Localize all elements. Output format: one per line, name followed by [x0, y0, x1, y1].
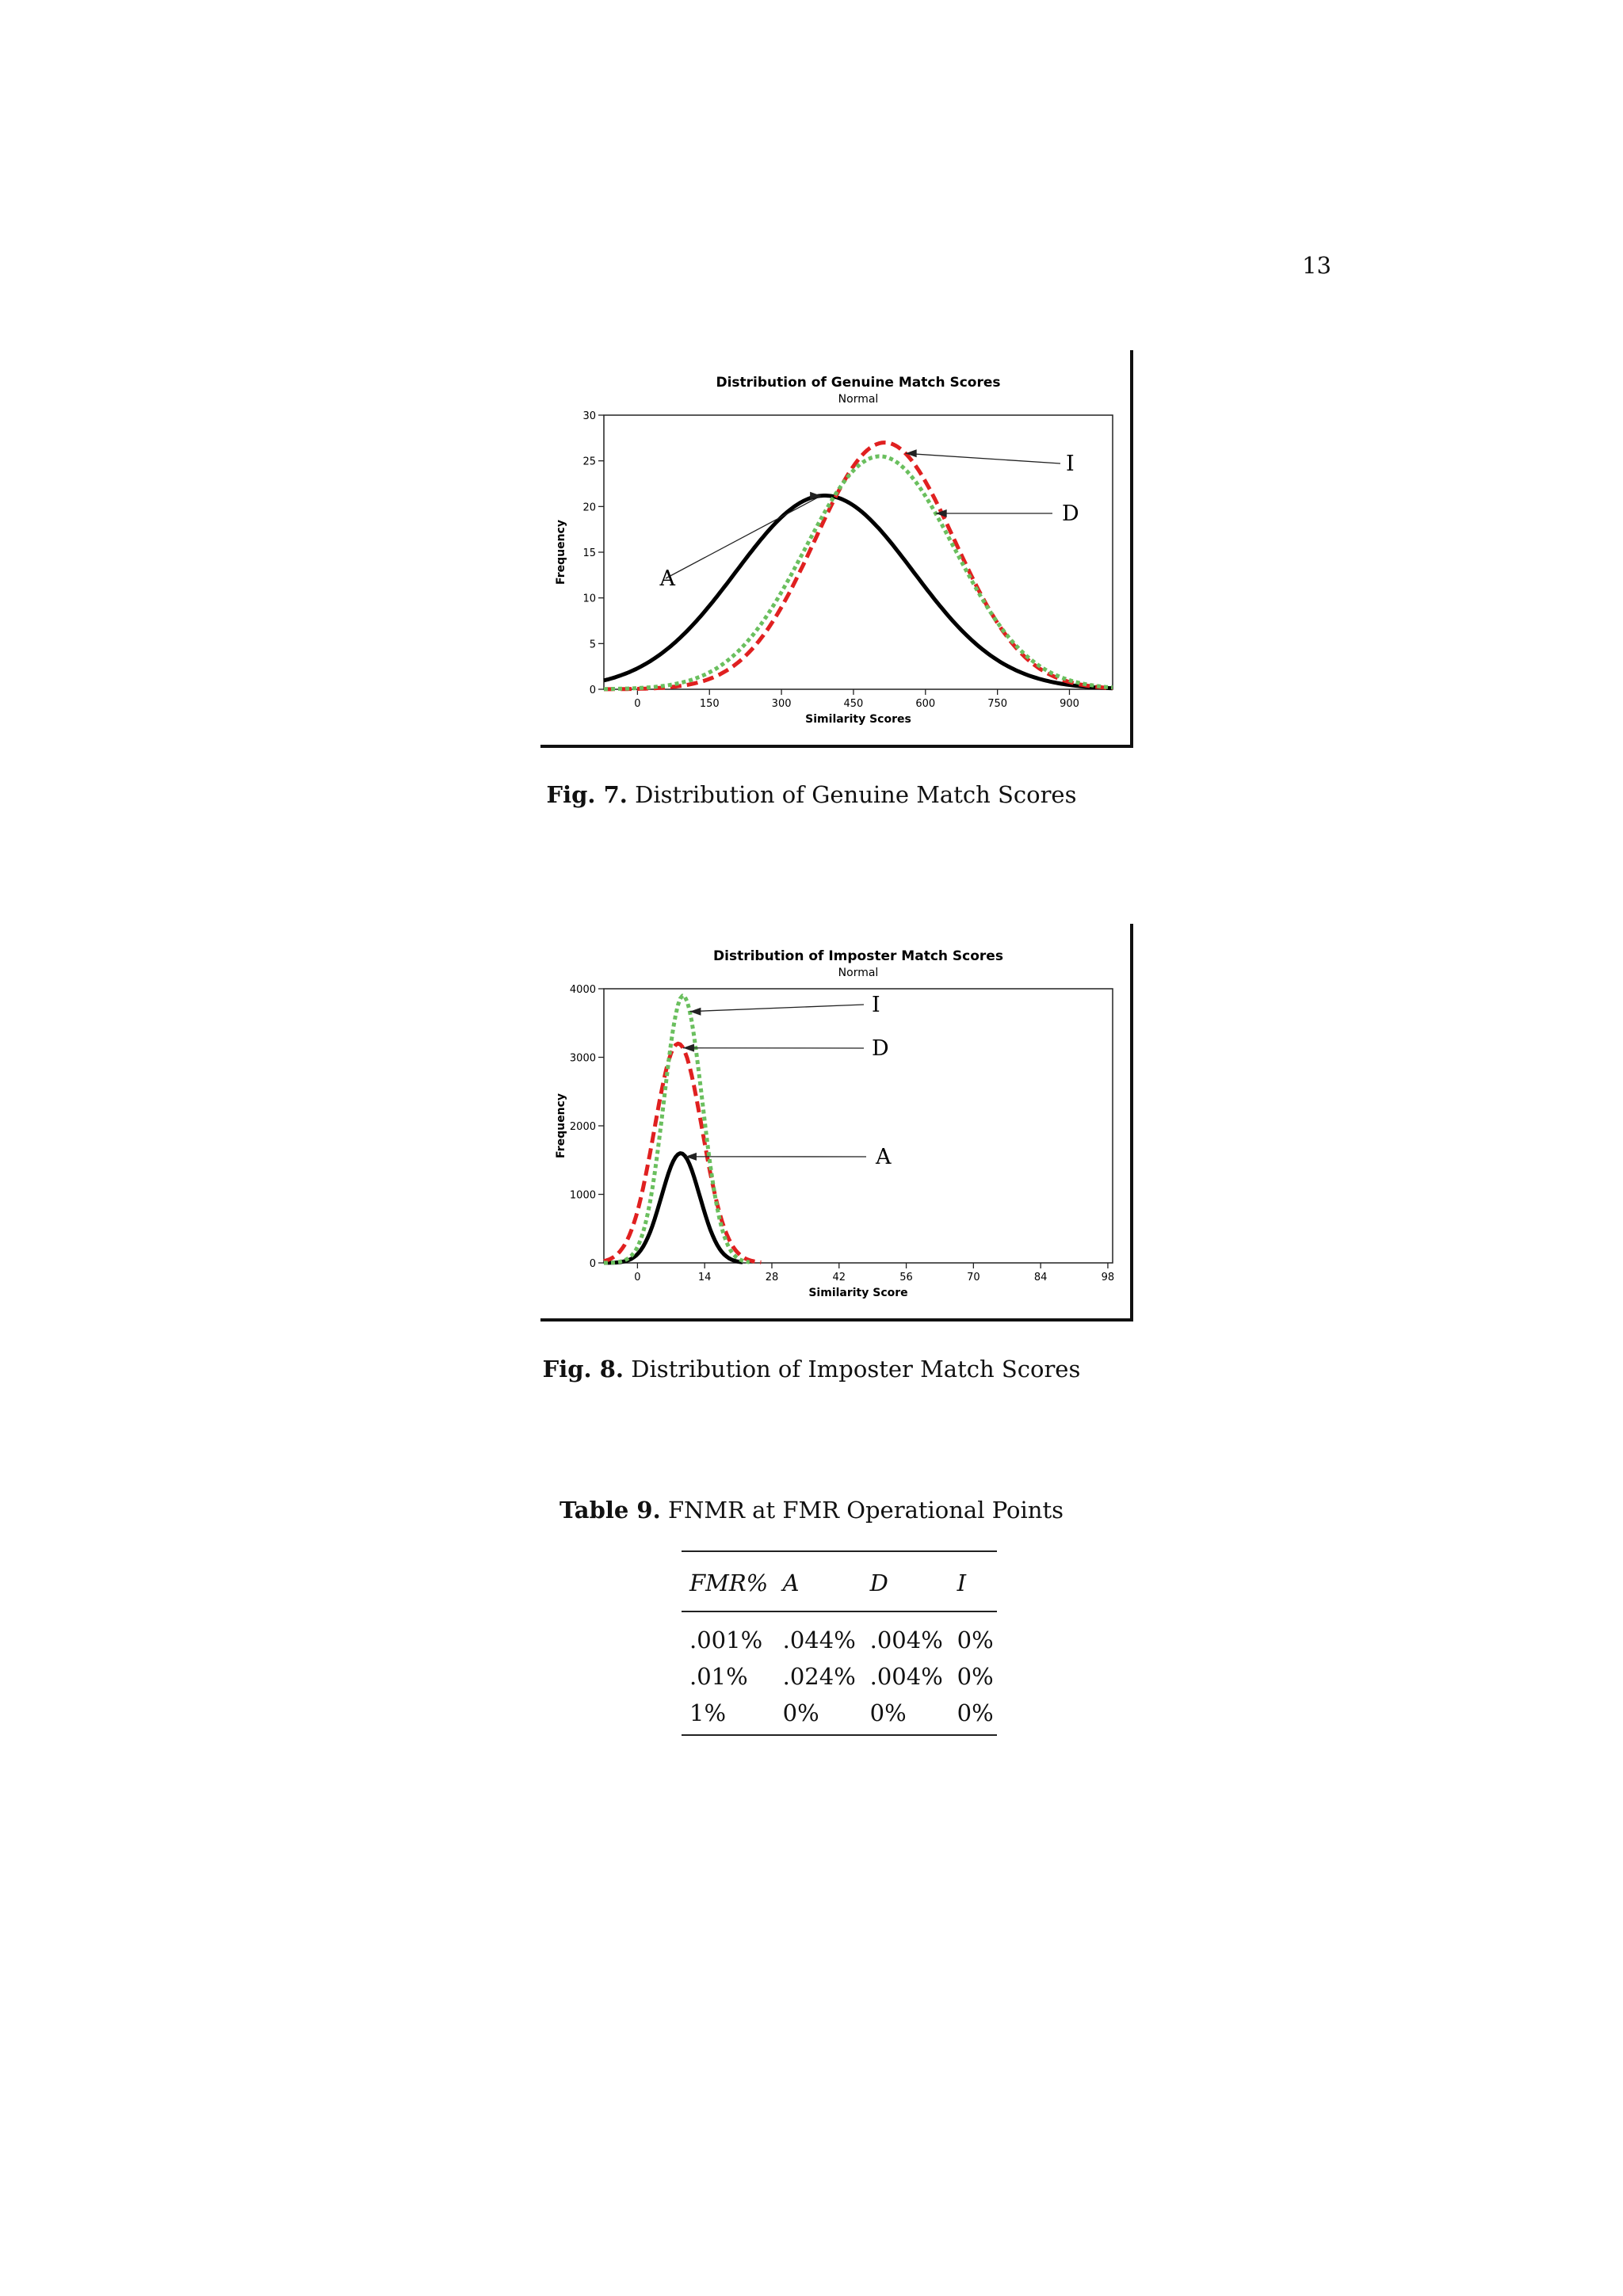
table-cell: .001% — [689, 1627, 763, 1653]
x-tick-label: 0 — [634, 1272, 641, 1283]
table-header-i: I — [949, 1551, 997, 1611]
table-cell: .01% — [689, 1663, 748, 1690]
table-row — [682, 1695, 997, 1735]
y-axis-label: Frequency — [555, 520, 567, 585]
y-tick-label: 30 — [582, 410, 596, 422]
series-line-a — [604, 496, 1113, 688]
table-9-caption — [0, 1497, 1623, 1524]
x-tick-label: 42 — [832, 1272, 846, 1283]
series-line-i — [604, 996, 750, 1263]
x-tick-label: 28 — [765, 1272, 779, 1283]
plot-area — [604, 989, 1113, 1263]
chart-imposter-match-scores — [539, 922, 1135, 1322]
y-tick-label: 5 — [589, 639, 596, 651]
annotation-leader-i — [689, 1005, 864, 1012]
x-tick-label: 600 — [915, 698, 936, 710]
fnmr-table — [682, 1550, 997, 1736]
x-tick-label: 150 — [699, 698, 720, 710]
page-number: 13 — [1302, 252, 1331, 279]
table-row — [682, 1611, 997, 1658]
table-9-caption-label: Table 9. — [559, 1497, 661, 1524]
table-row — [682, 1658, 997, 1695]
table-header-a: A — [775, 1551, 862, 1611]
x-tick-label: 84 — [1033, 1272, 1048, 1283]
annotation-arrowhead-d — [683, 1044, 694, 1052]
chart-subtitle: Normal — [838, 393, 879, 406]
x-tick-label: 0 — [634, 698, 641, 710]
x-tick-label: 56 — [899, 1272, 913, 1283]
table-cell: 0% — [949, 1695, 997, 1735]
annotation-label-i: I — [1066, 452, 1075, 476]
y-tick-label: 10 — [582, 593, 596, 605]
table-cell: .004% — [869, 1663, 943, 1690]
y-tick-label: 2000 — [569, 1121, 596, 1133]
annotation-label-d: D — [1062, 502, 1079, 526]
annotation-label-i: I — [872, 993, 880, 1017]
figure-7-caption-label: Fig. 7. — [546, 781, 628, 808]
table-cell: 1% — [682, 1695, 775, 1735]
x-axis-label: Similarity Scores — [805, 713, 911, 726]
x-tick-label: 900 — [1060, 698, 1079, 710]
y-tick-label: 25 — [582, 456, 596, 468]
chart-subtitle: Normal — [838, 967, 879, 979]
y-tick-label: 4000 — [569, 984, 596, 996]
annotation-leader-i — [906, 453, 1060, 463]
table-cell: .044% — [782, 1627, 856, 1653]
x-tick-label: 14 — [697, 1272, 712, 1283]
table-cell: .024% — [782, 1663, 856, 1690]
series-line-d — [604, 456, 1113, 689]
y-tick-label: 1000 — [569, 1189, 596, 1202]
y-tick-label: 3000 — [569, 1052, 596, 1065]
x-tick-label: 300 — [771, 698, 792, 710]
x-tick-label: 98 — [1101, 1272, 1115, 1283]
x-tick-label: 450 — [843, 698, 864, 710]
annotation-label-d: D — [872, 1036, 889, 1061]
y-tick-label: 20 — [582, 502, 596, 514]
figure-7-caption — [0, 781, 1623, 808]
chart-title: Distribution of Genuine Match Scores — [716, 375, 1001, 391]
x-tick-label: 750 — [987, 698, 1008, 710]
y-tick-label: 15 — [582, 547, 596, 559]
chart-genuine-match-scores — [539, 349, 1135, 748]
table-cell: .004% — [869, 1627, 943, 1653]
table-cell: 0% — [775, 1695, 862, 1735]
plot-area — [604, 415, 1113, 689]
x-tick-label: 70 — [967, 1272, 980, 1283]
figure-7-caption-text: Distribution of Genuine Match Scores — [635, 781, 1077, 808]
table-cell: 0% — [957, 1663, 994, 1690]
table-cell: 0% — [957, 1627, 994, 1653]
table-header-row — [682, 1551, 997, 1611]
annotation-label-a: A — [659, 566, 675, 591]
series-line-i — [604, 443, 1113, 689]
y-tick-label: 0 — [589, 685, 596, 696]
x-axis-label: Similarity Score — [808, 1287, 908, 1299]
y-axis-label: Frequency — [555, 1093, 567, 1158]
figure-genuine-scores — [539, 349, 1135, 748]
figure-8-caption-label: Fig. 8. — [542, 1356, 624, 1383]
chart-title: Distribution of Imposter Match Scores — [713, 948, 1003, 964]
table-header-d: D — [862, 1551, 949, 1611]
figure-8-caption — [0, 1356, 1623, 1383]
annotation-leader-a — [666, 496, 821, 578]
figure-imposter-scores — [539, 922, 1135, 1322]
table-9-caption-text: FNMR at FMR Operational Points — [667, 1497, 1064, 1524]
figure-8-caption-text: Distribution of Imposter Match Scores — [631, 1356, 1081, 1383]
annotation-label-a: A — [876, 1145, 892, 1169]
table-header-fmr: FMR% — [682, 1551, 775, 1611]
y-tick-label: 0 — [589, 1258, 596, 1270]
table-cell: 0% — [862, 1695, 949, 1735]
